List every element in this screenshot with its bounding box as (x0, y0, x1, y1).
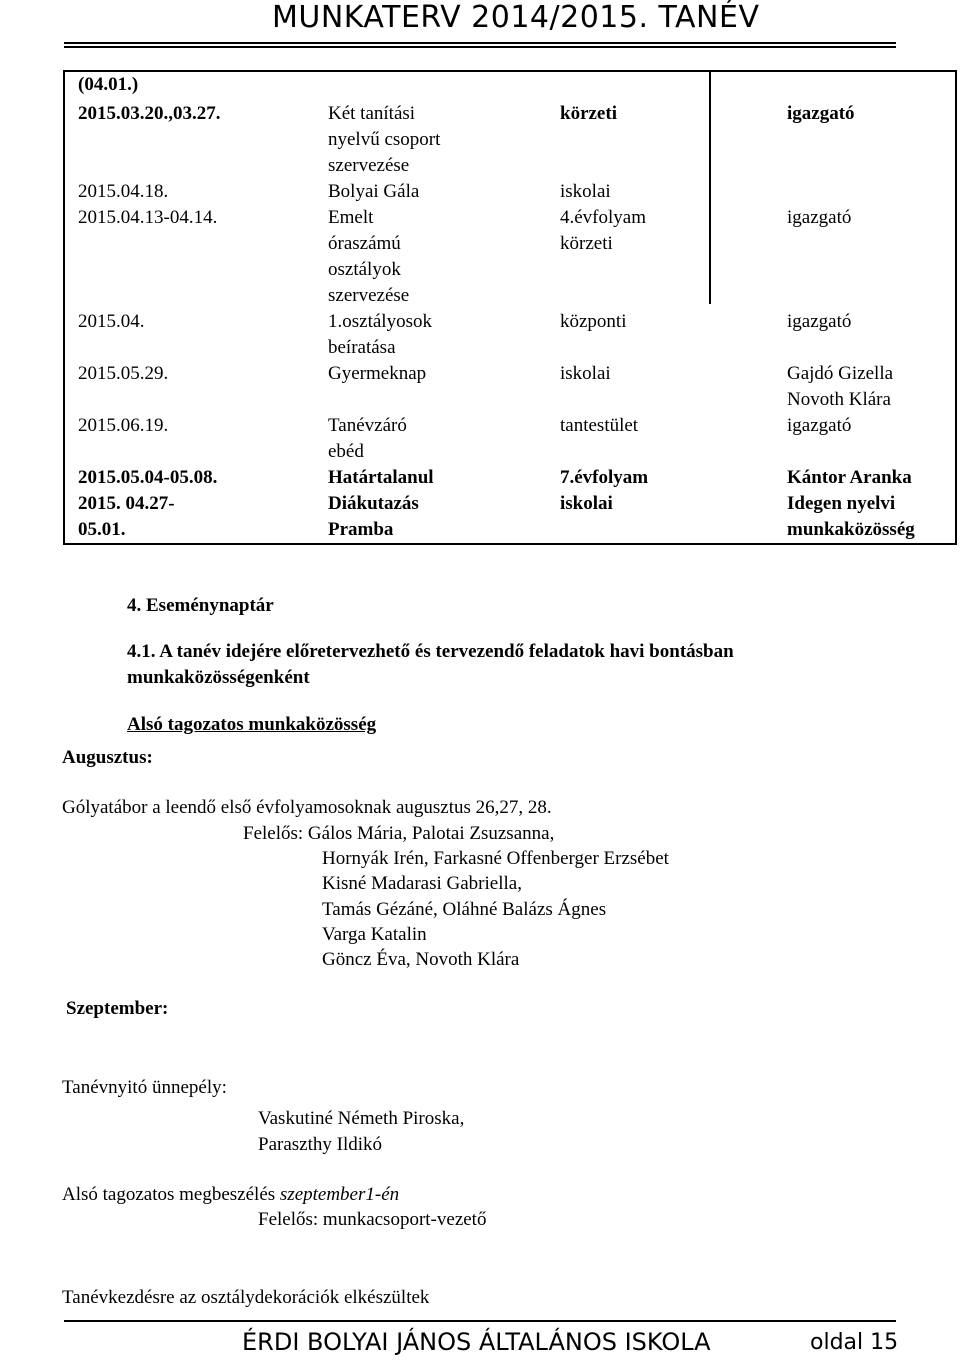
row-8-owner-line: munkaközösség (787, 519, 915, 540)
golyatabor-name: Varga Katalin (322, 924, 427, 945)
golyatabor-name: Tamás Gézáné, Oláhné Balázs Ágnes (322, 899, 607, 920)
dekoracio-line: Tanévkezdésre az osztálydekorációk elkészültek (62, 1287, 430, 1308)
row-6-date: 2015.06.19. (78, 415, 169, 436)
tanevnyito-name: Paraszthy Ildikó (258, 1134, 383, 1155)
table-col-divider (709, 200, 711, 304)
row-3-event-line: Emelt (328, 207, 374, 228)
row-8-date-line: 05.01. (78, 519, 126, 540)
row-5-owner-line: Gajdó Gizella (787, 363, 894, 384)
golyatabor-name: Kisné Madarasi Gabriella, (322, 873, 522, 894)
row-6-owner: igazgató (787, 415, 852, 436)
row-4-event-line: 1.osztályosok (328, 311, 432, 332)
row-3-date: 2015.04.13-04.14. (78, 207, 218, 228)
footer-rule (64, 1320, 896, 1322)
subheading-line-1: 4.1. A tanév idejére előretervezhető és tervezendő feladatok havi bontásban (127, 641, 734, 662)
row-1-date: 2015.03.20.,03.27. (78, 103, 221, 124)
row-7-scope: 7.évfolyam (560, 467, 649, 488)
row-8-event-line: Diákutazás (328, 493, 419, 514)
megbeszeles-date: szeptember1-én (279, 1184, 400, 1205)
header-rule-bottom (64, 46, 896, 48)
row-8-owner-line: Idegen nyelvi (787, 493, 896, 514)
row-5-event: Gyermeknap (328, 363, 427, 384)
row-1-event-line: Két tanítási (328, 103, 416, 124)
footer-page-number: oldal 15 (810, 1330, 899, 1355)
row-3-event-line: szervezése (328, 285, 410, 306)
row-1-owner: igazgató (787, 103, 855, 124)
row-3-event-line: óraszámú (328, 233, 401, 254)
month-august: Augusztus: (62, 747, 153, 768)
subheading-line-2: munkaközösségenként (127, 667, 310, 688)
row-7-date: 2015.05.04-05.08. (78, 467, 218, 488)
row-4-event-line: beíratása (328, 337, 396, 358)
row-4-date: 2015.04. (78, 311, 145, 332)
row-1-event-line: szervezése (328, 155, 410, 176)
row-8-date-line: 2015. 04.27- (78, 493, 175, 514)
row-8-scope: iskolai (560, 493, 613, 514)
row-3-event-line: osztályok (328, 259, 401, 280)
megbeszeles-felelos: Felelős: munkacsoport-vezető (258, 1209, 487, 1230)
megbeszeles-text: Alsó tagozatos megbeszélés (62, 1184, 280, 1205)
table-col-divider (709, 70, 711, 200)
row-6-event-line: Tanévzáró (328, 415, 407, 436)
row-1-scope: körzeti (560, 103, 617, 124)
row-0-date: (04.01.) (78, 74, 139, 95)
document-header-title: MUNKATERV 2014/2015. TANÉV (272, 0, 760, 35)
row-6-event-line: ebéd (328, 441, 364, 462)
row-5-date: 2015.05.29. (78, 363, 169, 384)
tanevnyito-label: Tanévnyitó ünnepély: (62, 1077, 227, 1098)
month-september: Szeptember: (66, 998, 169, 1019)
table-border-left (63, 70, 65, 544)
row-7-event: Határtalanul (328, 467, 434, 488)
table-border-right (955, 70, 957, 544)
megbeszeles-line (62, 1182, 399, 1208)
row-3-owner: igazgató (787, 207, 852, 228)
row-7-owner: Kántor Aranka (787, 467, 912, 488)
row-5-scope: iskolai (560, 363, 611, 384)
row-2-event: Bolyai Gála (328, 181, 420, 202)
group-title: Alsó tagozatos munkaközösség (127, 714, 377, 735)
row-2-date: 2015.04.18. (78, 181, 169, 202)
golyatabor-name: Göncz Éva, Novoth Klára (322, 949, 520, 970)
header-rule-top (64, 42, 896, 44)
footer-school-name: ÉRDI BOLYAI JÁNOS ÁLTALÁNOS ISKOLA (242, 1328, 711, 1356)
row-1-event-line: nyelvű csoport (328, 129, 441, 150)
row-3-scope-line: 4.évfolyam (560, 207, 647, 228)
row-4-scope: központi (560, 311, 627, 332)
golyatabor-line: Gólyatábor a leendő első évfolyamosoknak augusztus 26,27, 28. (62, 797, 552, 818)
row-8-event-line: Pramba (328, 519, 394, 540)
row-4-owner: igazgató (787, 311, 852, 332)
row-2-scope: iskolai (560, 181, 611, 202)
table-border-bottom (63, 543, 957, 545)
row-3-scope-line: körzeti (560, 233, 613, 254)
golyatabor-name: Hornyák Irén, Farkasné Offenberger Erzsébet (322, 848, 669, 869)
table-border-top (63, 70, 957, 72)
section-heading: 4. Eseménynaptár (127, 595, 274, 616)
tanevnyito-name: Vaskutiné Németh Piroska, (258, 1108, 465, 1129)
golyatabor-felelos: Felelős: Gálos Mária, Palotai Zsuzsanna, (243, 823, 555, 844)
row-6-scope: tantestület (560, 415, 639, 436)
row-5-owner-line: Novoth Klára (787, 389, 891, 410)
